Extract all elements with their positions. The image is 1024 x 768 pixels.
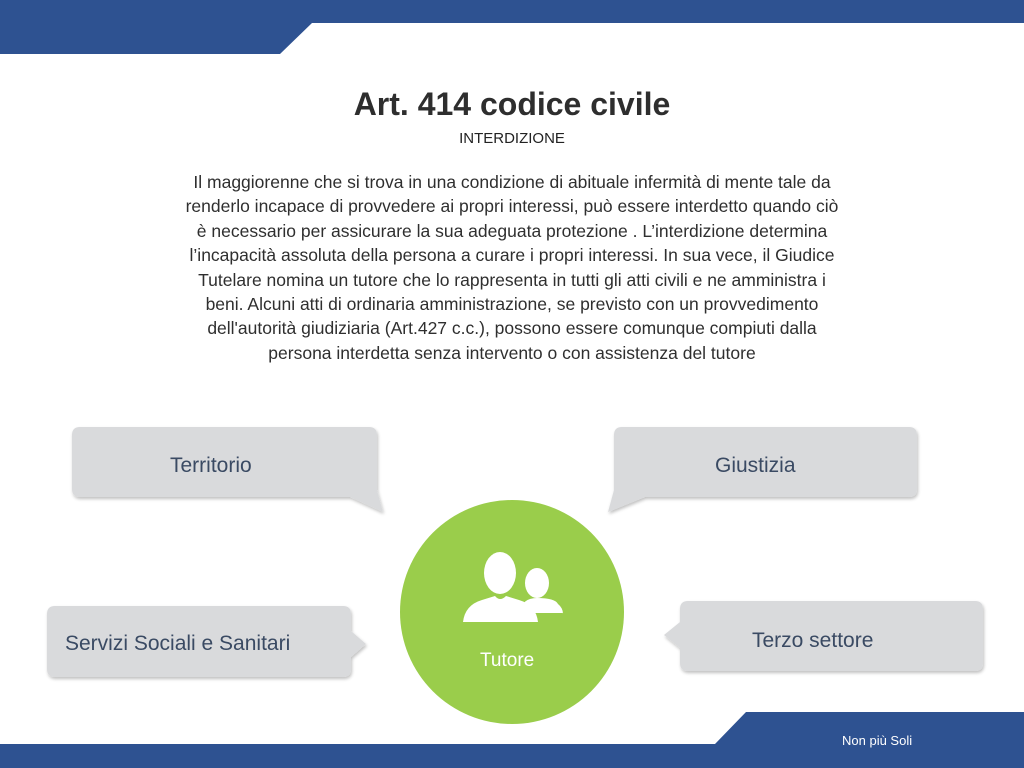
tutore-label: Tutore [480,650,535,671]
bubble-servizi-label: Servizi Sociali e Sanitari [65,632,291,655]
footer-brand-text: Non più Soli [842,733,913,748]
bubble-terzo-label: Terzo settore [752,629,874,652]
slide-title: Art. 414 codice civile [353,86,671,122]
slide-subtitle: INTERDIZIONE [459,130,565,147]
bubble-giustizia-label: Giustizia [715,454,796,477]
bubble-territorio-label: Territorio [170,454,252,477]
slide-body-text: Il maggiorenne che si trova in una condizione di abituale infermità di mente tale da renderlo incapace di provvedere ai propri interessi, può essere interdetto quando ciò è necessario per assicurare la sua adeguata protezione . L’interdizione determina l’incapacità assoluta della persona a curare i propri interessi. In sua vece, il Giudice Tutelare nomina un tutore che lo rappresenta in tutti gli atti civili e ne amministra i beni. Alcuni atti di ordinaria amministrazione, se previsto con un provvedimento dell'autorità giudiziaria (Art.427 c.c.), possono essere comunque compiuti dalla persona interdetta senza intervento o con assistenza del tutore [185,172,839,363]
